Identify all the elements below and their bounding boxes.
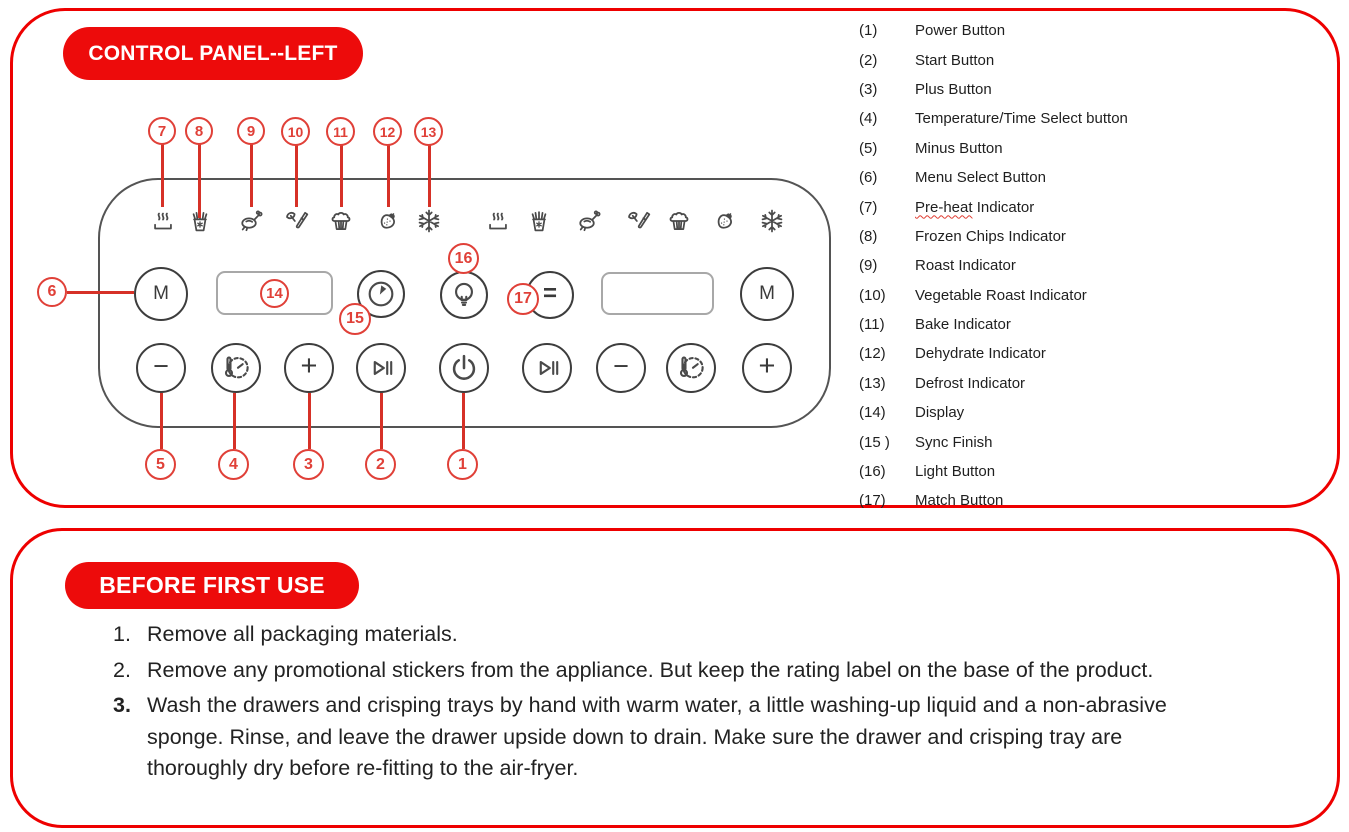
legend-row [859,251,1329,280]
legend-label: Vegetable Roast Indicator [915,286,1087,304]
legend-list [859,16,1329,516]
legend-label: Temperature/Time Select button [915,110,1128,128]
thermometer-clock-icon [219,351,253,385]
defrost-icon [415,207,443,235]
callout-line-7 [161,144,164,207]
callout-13: 13 [414,117,443,146]
legend-number: (13) [859,374,886,392]
legend-row [859,457,1329,486]
callout-4: 4 [218,449,249,480]
legend-number: (11) [859,316,885,334]
legend-number: (17) [859,492,886,510]
minus-button: − [596,343,646,393]
legend-number: (3) [859,80,878,98]
play-pause-icon [364,351,398,385]
callout-line-13 [428,144,431,207]
legend-number: (4) [859,110,878,128]
legend-row [859,369,1329,398]
legend-number: (2) [859,51,878,69]
legend-row [859,163,1329,192]
plus-button: + [742,343,792,393]
legend-label: Roast Indicator [915,257,1016,275]
legend-number: (9) [859,257,878,275]
callout-line-12 [387,144,390,207]
bake-icon [327,207,355,235]
legend-number: (1) [859,22,878,40]
minus-button: − [136,343,186,393]
legend-row [859,45,1329,74]
legend-number: (12) [859,345,886,363]
legend-label: Frozen Chips Indicator [915,227,1066,245]
legend-number: (7) [859,198,878,216]
vegetable-roast-icon [282,207,310,235]
step-text: Remove all packaging materials. [147,622,458,646]
preheat-icon [484,207,512,235]
callout-3: 3 [293,449,324,480]
defrost-icon [758,207,786,235]
callout-14: 14 [260,279,289,308]
dehydrate-icon [711,207,739,235]
before-first-use-section [10,528,1340,828]
roast-icon [237,207,265,235]
instruction-list [113,619,1219,789]
roast-icon [575,207,603,235]
legend-number: (10) [859,286,886,304]
callout-7: 7 [148,117,176,145]
callout-line-10 [295,144,298,207]
legend-row [859,339,1329,368]
thermometer-clock-icon [674,351,708,385]
step-number: 2. [113,657,131,682]
legend-number: (5) [859,139,878,157]
step-item [113,690,1219,785]
callout-11: 11 [326,117,355,146]
legend-number: (14) [859,404,886,422]
legend-label: Defrost Indicator [915,374,1026,392]
start-button [522,343,572,393]
callout-15: 15 [339,303,371,335]
legend-number: (6) [859,169,878,187]
legend-label: Light Button [915,463,996,481]
legend-row [859,104,1329,133]
bulb-icon [447,278,481,312]
callout-line-4 [233,393,236,449]
section-title-control-panel: CONTROL PANEL--LEFT [63,27,363,80]
section-title-before-first-use: BEFORE FIRST USE [65,562,359,609]
callout-12: 12 [373,117,402,146]
step-item [113,619,1219,651]
legend-row [859,281,1329,310]
timer-icon [364,277,398,311]
play-pause-icon [530,351,564,385]
legend-row [859,427,1329,456]
callout-line-9 [250,144,253,207]
control-panel-section [10,8,1340,508]
callout-line-6 [67,291,134,294]
callout-line-11 [340,144,343,207]
callout-5: 5 [145,449,176,480]
power-icon [447,351,481,385]
callout-10: 10 [281,117,310,146]
legend-label: Plus Button [915,80,992,98]
legend-row [859,486,1329,515]
callout-17: 17 [507,283,539,315]
callout-1: 1 [447,449,478,480]
legend-row [859,134,1329,163]
legend-label: Display [915,404,965,422]
legend-number: (16) [859,463,886,481]
temp-time-button [211,343,261,393]
legend-row [859,16,1329,45]
vegetable-roast-icon [624,207,652,235]
match-button: = [526,271,574,319]
legend-label [915,199,1329,216]
legend-label: Menu Select Button [915,169,1046,187]
power-button [439,343,489,393]
legend-row [859,75,1329,104]
frozen-chips-icon [525,207,553,235]
legend-row [859,192,1329,221]
plus-button: + [284,343,334,393]
legend-label-preheat: Pre-heat [915,198,973,216]
legend-row [859,310,1329,339]
start-button [356,343,406,393]
display [216,271,333,315]
legend-label-rest: Indicator [972,198,1035,216]
bake-icon [665,207,693,235]
legend-row [859,398,1329,427]
dehydrate-icon [374,207,402,235]
menu-button: M [740,267,794,321]
temp-time-button [666,343,716,393]
step-item [113,655,1219,687]
legend-label: Minus Button [915,139,1003,157]
callout-line-2 [380,393,383,449]
light-button [440,271,488,319]
legend-label: Dehydrate Indicator [915,345,1046,363]
legend-number: (15 ) [859,433,890,451]
step-number: 3. [113,693,131,717]
callout-2: 2 [365,449,396,480]
menu-button: M [134,267,188,321]
callout-line-5 [160,393,163,449]
preheat-icon [149,207,177,235]
callout-line-3 [308,393,311,449]
legend-label: Bake Indicator [915,316,1011,334]
callout-line-8 [198,144,201,218]
step-text: Remove any promotional stickers from the appliance. But keep the rating label on the base of the product. [147,657,1154,682]
display [601,272,714,315]
legend-label: Power Button [915,22,1006,40]
callout-8: 8 [185,117,213,145]
legend-number: (8) [859,227,878,245]
callout-9: 9 [237,117,265,145]
callout-16: 16 [448,243,479,274]
legend-label: Start Button [915,51,995,69]
legend-row [859,222,1329,251]
step-text: Wash the drawers and crisping trays by hand with warm water, a little washing-up liquid and a non-abrasive sponge. Rinse, and leave the drawer upside down to drain. Make sure the drawer and crisping tray are thoroughly dry before re-fitting to the air-fryer. [147,693,1167,780]
callout-6: 6 [37,277,67,307]
callout-line-1 [462,393,465,449]
legend-label: Sync Finish [915,433,993,451]
step-number: 1. [113,622,131,646]
legend-label: Match Button [915,492,1004,510]
